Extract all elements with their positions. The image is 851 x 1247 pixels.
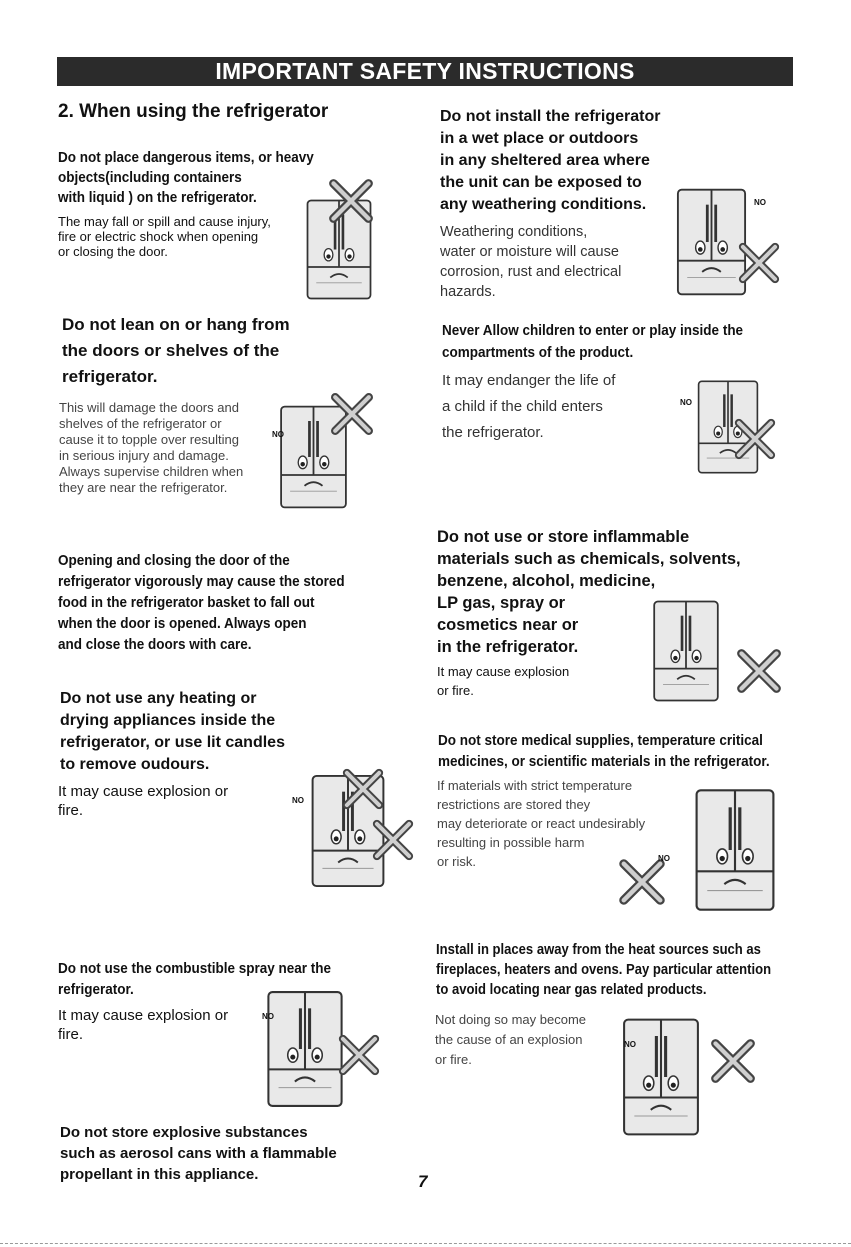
warning-body-children-inside: It may endanger the life of a child if the child enters the refrigerator. — [442, 372, 616, 441]
warning-body-medical: If materials with strict temperature restrictions are stored they may deteriorate or react undesirably resulting in possible harm or risk. — [437, 778, 646, 869]
page-title: IMPORTANT SAFETY INSTRUCTIONS — [57, 57, 793, 86]
warning-body-lean-hang: This will damage the doors and shelves of the refrigerator or cause it to topple over resulting in serious injury and damage. Always supervise children when they are near the refrigerator. — [59, 400, 244, 495]
warning-body-inflammable: It may cause explosion or fire. — [437, 664, 570, 698]
warning-heading-wet-place: Do not install the refrigerator in a wet place or outdoors in any sheltered area where the unit can be exposed to any weathering conditions. — [440, 108, 661, 213]
warning-heading-medical: Do not store medical supplies, temperature critical medicines, or scientific materials in the refrigerator. — [438, 732, 770, 770]
page-number: 7 — [418, 1172, 428, 1191]
child-hanging-door-illustration — [256, 388, 401, 513]
section-title: 2. When using the refrigerator — [58, 101, 329, 122]
page-edge-divider — [0, 1243, 851, 1244]
child-inside-fridge-illustration — [670, 376, 800, 476]
warning-heading-heating: Do not use any heating or drying appliances inside the refrigerator, or use lit candles to remove oudours. — [60, 690, 285, 773]
warning-body-heat-sources: Not doing so may become the cause of an explosion or fire. — [435, 1012, 587, 1067]
fridge-with-objects-illustration — [296, 172, 396, 312]
warning-heading-dangerous-items: Do not place dangerous items, or heavy objects(including containers with liquid ) on the refrigerator. — [58, 149, 314, 206]
warning-body-spray: It may cause explosion or fire. — [58, 1007, 229, 1043]
no-badge: NO — [272, 430, 284, 439]
no-badge: NO — [624, 1040, 636, 1049]
warning-body-dangerous-items: The may fall or spill and cause injury, fire or electric shock when opening or closing the door. — [58, 214, 271, 259]
inflammable-materials-illustration — [596, 596, 796, 712]
warning-heading-doors-care: Opening and closing the door of the refrigerator vigorously may cause the stored food in the refrigerator basket to fall out when the door is opened. Always open and close the doors with care. — [58, 552, 345, 653]
warning-heading-explosive: Do not store explosive substances such as aerosol cans with a flammable propellant in this appliance. — [60, 1124, 337, 1183]
warning-heading-children-inside: Never Allow children to enter or play inside the compartments of the product. — [442, 322, 744, 361]
warning-heading-lean-hang: Do not lean on or hang from the doors or shelves of the refrigerator. — [62, 315, 290, 386]
warning-body-wet-place: Weathering conditions, water or moisture will cause corrosion, rust and electrical hazards. — [440, 224, 622, 300]
heat-source-illustration — [598, 1006, 798, 1146]
medical-supplies-illustration — [610, 780, 810, 920]
no-badge: NO — [292, 796, 304, 805]
no-badge: NO — [680, 398, 692, 407]
fridge-outdoors-illustration — [664, 178, 794, 303]
heater-in-fridge-illustration — [290, 762, 420, 892]
warning-heading-heat-sources: Install in places away from the heat sources such as fireplaces, heaters and ovens. Pay particular attention to avoid locating near gas related products. — [436, 942, 772, 998]
no-badge: NO — [658, 854, 670, 863]
warning-heading-inflammable: Do not use or store inflammable materials such as chemicals, solvents, benzene, alcohol, medicine, LP gas, spray or cosmetics near or in the refrigerator. — [437, 528, 741, 656]
spray-near-fridge-illustration — [244, 982, 414, 1112]
no-badge: NO — [262, 1012, 274, 1021]
no-badge: NO — [754, 198, 766, 207]
warning-body-heating: It may cause explosion or fire. — [58, 783, 229, 819]
warning-heading-spray: Do not use the combustible spray near the refrigerator. — [58, 960, 332, 998]
